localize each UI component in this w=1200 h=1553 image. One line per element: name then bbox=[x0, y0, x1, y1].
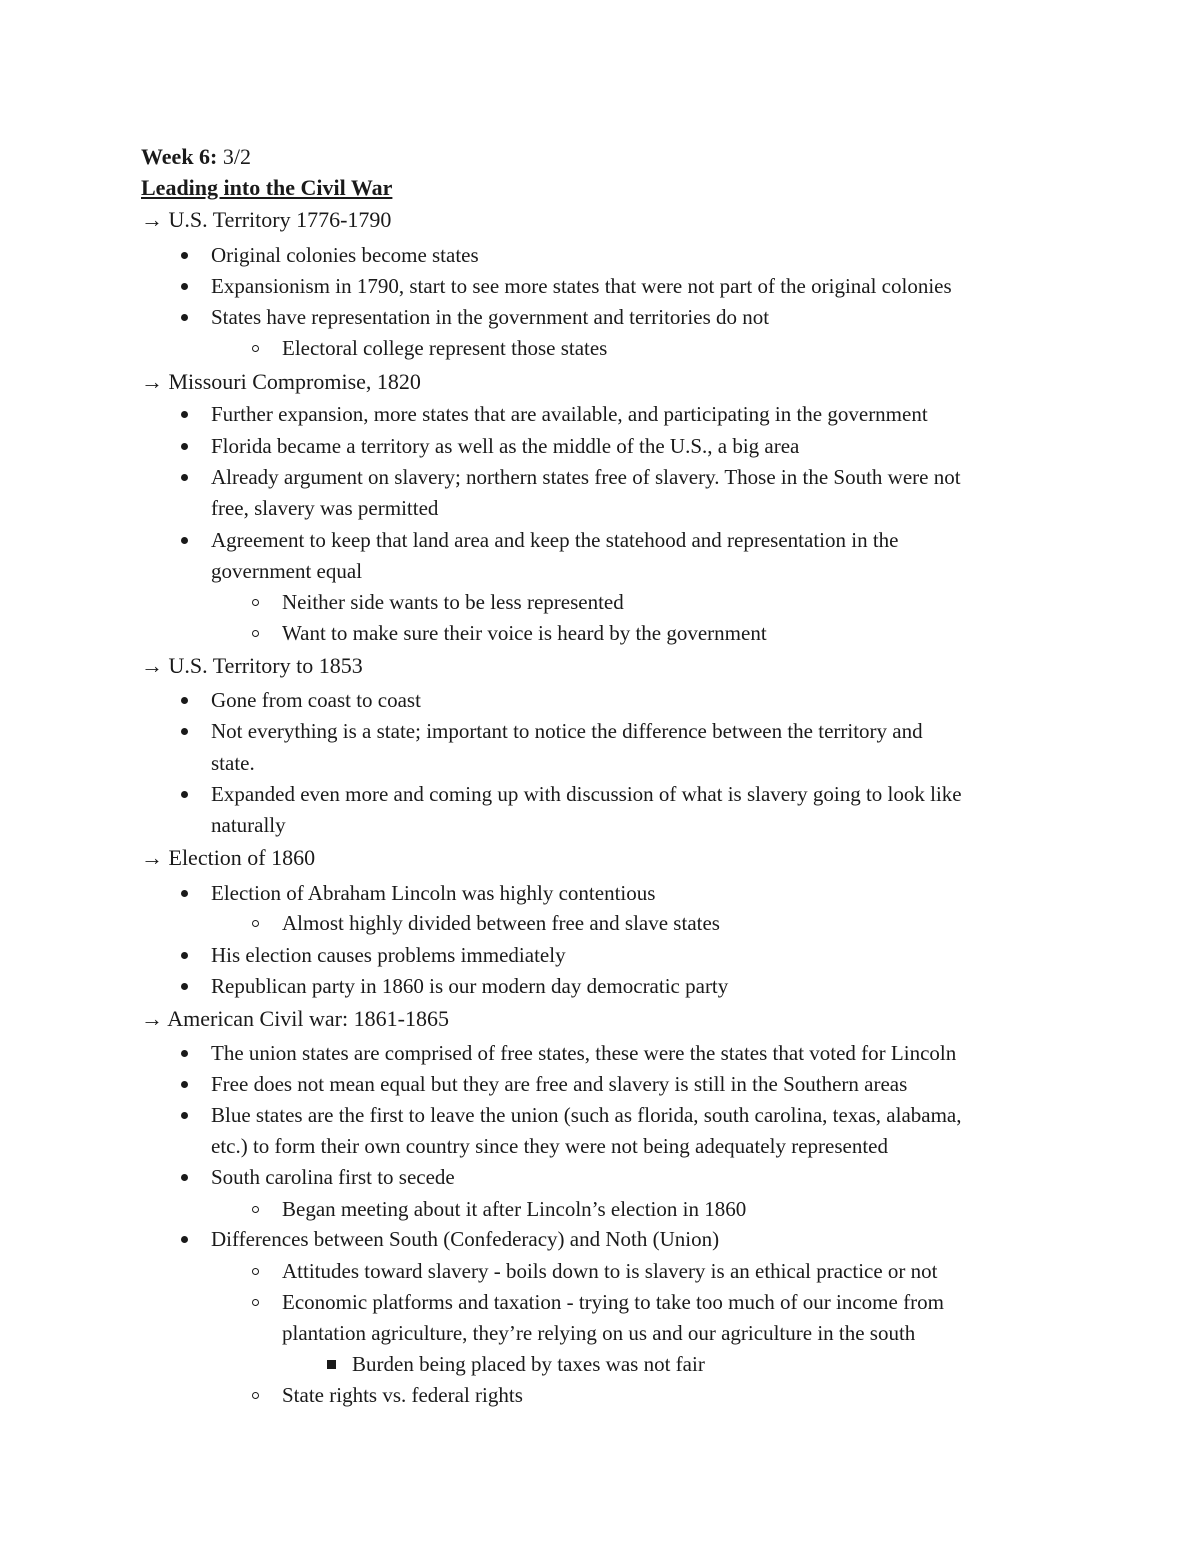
bullet-circle-icon bbox=[252, 1392, 259, 1399]
bullet-circle-icon bbox=[252, 630, 259, 637]
bullet-circle-icon bbox=[252, 1268, 259, 1275]
section-heading: → U.S. Territory 1776-1790 bbox=[141, 207, 392, 232]
date-text: 3/2 bbox=[217, 144, 252, 169]
list-item: State rights vs. federal rights bbox=[282, 1383, 523, 1407]
bullet-dot-icon bbox=[181, 252, 188, 259]
list-item: Want to make sure their voice is heard by the government bbox=[282, 621, 767, 645]
bullet-dot-icon bbox=[181, 537, 188, 544]
list-item-continuation: government equal bbox=[211, 559, 363, 583]
bullet-dot-icon bbox=[181, 791, 188, 798]
list-item: Almost highly divided between free and slave states bbox=[282, 911, 720, 935]
bullet-dot-icon bbox=[181, 983, 188, 990]
list-item: Attitudes toward slavery - boils down to is slavery is an ethical practice or not bbox=[282, 1259, 938, 1283]
bullet-square-icon bbox=[327, 1360, 336, 1369]
section-heading: → Election of 1860 bbox=[141, 845, 316, 870]
bullet-dot-icon bbox=[181, 728, 188, 735]
bullet-dot-icon bbox=[181, 314, 188, 321]
page-title: Leading into the Civil War bbox=[141, 175, 393, 200]
bullet-dot-icon bbox=[181, 1174, 188, 1181]
list-item: Expanded even more and coming up with discussion of what is slavery going to look like bbox=[211, 782, 962, 806]
list-item: Differences between South (Confederacy) and Noth (Union) bbox=[211, 1227, 720, 1251]
list-item-continuation: naturally bbox=[211, 813, 286, 837]
section-heading: → Missouri Compromise, 1820 bbox=[141, 369, 421, 394]
list-item: Original colonies become states bbox=[211, 243, 479, 267]
list-item: Neither side wants to be less represented bbox=[282, 590, 624, 614]
week-line bbox=[141, 141, 251, 172]
list-item: Electoral college represent those states bbox=[282, 336, 608, 360]
list-item: Agreement to keep that land area and keep the statehood and representation in the bbox=[211, 528, 899, 552]
list-item: Economic platforms and taxation - trying to take too much of our income from bbox=[282, 1290, 944, 1314]
list-item: Burden being placed by taxes was not fair bbox=[352, 1352, 705, 1376]
list-item: Free does not mean equal but they are free and slavery is still in the Southern areas bbox=[211, 1072, 908, 1096]
list-item: South carolina first to secede bbox=[211, 1165, 455, 1189]
list-item: The union states are comprised of free states, these were the states that voted for Lincoln bbox=[211, 1041, 957, 1065]
bullet-dot-icon bbox=[181, 443, 188, 450]
list-item: Florida became a territory as well as the middle of the U.S., a big area bbox=[211, 434, 800, 458]
list-item: States have representation in the government and territories do not bbox=[211, 305, 770, 329]
list-item: Gone from coast to coast bbox=[211, 688, 421, 712]
section-heading: → American Civil war: 1861-1865 bbox=[141, 1006, 449, 1031]
bullet-dot-icon bbox=[181, 1081, 188, 1088]
list-item: Blue states are the first to leave the union (such as florida, south carolina, texas, alabama, bbox=[211, 1103, 962, 1127]
bullet-dot-icon bbox=[181, 474, 188, 481]
list-item-continuation: etc.) to form their own country since they were not being adequately represented bbox=[211, 1134, 888, 1158]
week-label: Week 6: bbox=[141, 144, 218, 169]
list-item: Already argument on slavery; northern states free of slavery. Those in the South were not bbox=[211, 465, 961, 489]
list-item: Election of Abraham Lincoln was highly contentious bbox=[211, 881, 656, 905]
list-item-continuation: plantation agriculture, they’re relying on us and our agriculture in the south bbox=[282, 1321, 916, 1345]
bullet-dot-icon bbox=[181, 890, 188, 897]
list-item-continuation: free, slavery was permitted bbox=[211, 496, 439, 520]
list-item: His election causes problems immediately bbox=[211, 943, 566, 967]
list-item: Further expansion, more states that are available, and participating in the government bbox=[211, 402, 928, 426]
bullet-dot-icon bbox=[181, 1112, 188, 1119]
bullet-dot-icon bbox=[181, 1236, 188, 1243]
bullet-dot-icon bbox=[181, 697, 188, 704]
bullet-circle-icon bbox=[252, 1299, 259, 1306]
bullet-circle-icon bbox=[252, 1206, 259, 1213]
list-item: Not everything is a state; important to notice the difference between the territory and bbox=[211, 719, 923, 743]
section-heading: → U.S. Territory to 1853 bbox=[141, 653, 363, 678]
list-item: Expansionism in 1790, start to see more states that were not part of the original colonies bbox=[211, 274, 952, 298]
list-item: Began meeting about it after Lincoln’s election in 1860 bbox=[282, 1197, 747, 1221]
bullet-circle-icon bbox=[252, 920, 259, 927]
bullet-dot-icon bbox=[181, 283, 188, 290]
list-item: Republican party in 1860 is our modern day democratic party bbox=[211, 974, 729, 998]
list-item-continuation: state. bbox=[211, 751, 255, 775]
bullet-dot-icon bbox=[181, 952, 188, 959]
bullet-dot-icon bbox=[181, 1050, 188, 1057]
bullet-dot-icon bbox=[181, 411, 188, 418]
bullet-circle-icon bbox=[252, 599, 259, 606]
bullet-circle-icon bbox=[252, 345, 259, 352]
